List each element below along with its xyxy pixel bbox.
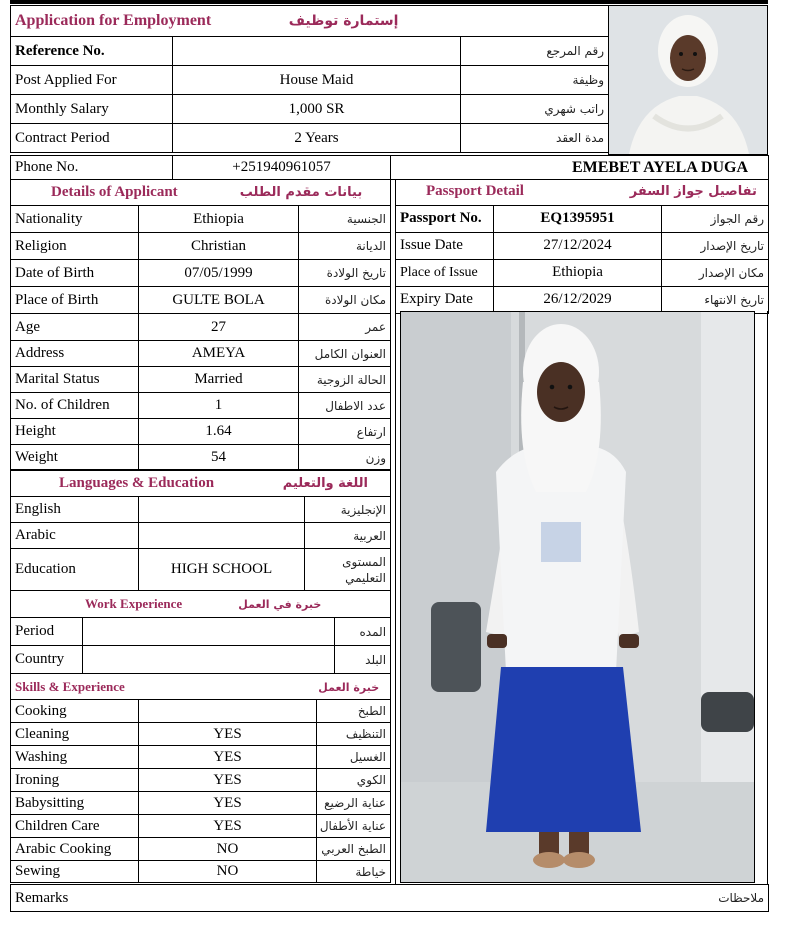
language-label-ar: المستوى التعليمي xyxy=(305,549,391,591)
skill-value: YES xyxy=(139,723,317,746)
work-label: Country xyxy=(11,646,83,674)
work-heading xyxy=(11,591,391,618)
field-value: AMEYA xyxy=(139,341,299,367)
skill-label: Babysitting xyxy=(11,792,139,815)
work-value xyxy=(83,618,335,646)
field-label-ar: الديانة xyxy=(299,233,391,260)
language-value xyxy=(139,523,305,549)
skill-label-ar: الغسيل xyxy=(317,746,391,769)
passport-row xyxy=(396,205,769,232)
field-label: Religion xyxy=(11,233,139,260)
work-label: Period xyxy=(11,618,83,646)
work-row xyxy=(11,618,391,646)
top-value: 1,000 SR xyxy=(173,95,461,124)
field-value: Ethiopia xyxy=(139,206,299,233)
field-label-ar: عمر xyxy=(299,314,391,341)
passport-label: Expiry Date xyxy=(396,286,494,313)
field-label-ar: الجنسية xyxy=(299,206,391,233)
field-label-ar: تاريخ الولادة xyxy=(299,260,391,287)
top-label: Post Applied For xyxy=(11,66,173,95)
work-heading-en: Work Experience xyxy=(85,596,183,611)
applicant-table xyxy=(10,179,391,471)
field-label: Date of Birth xyxy=(11,260,139,287)
applicant-row xyxy=(11,206,391,233)
passport-label: Issue Date xyxy=(396,232,494,259)
skill-value: YES xyxy=(139,746,317,769)
field-label-ar: وزن xyxy=(299,445,391,471)
languages-heading xyxy=(11,470,391,497)
field-label: Height xyxy=(11,419,139,445)
language-label: Arabic xyxy=(11,523,139,549)
language-row xyxy=(11,497,391,523)
top-row xyxy=(11,37,609,66)
passport-label-ar: تاريخ الانتهاء xyxy=(662,286,769,313)
skill-value: YES xyxy=(139,792,317,815)
top-row xyxy=(11,124,609,153)
phone-label: Phone No. xyxy=(11,156,173,180)
applicant-row xyxy=(11,341,391,367)
skills-heading-en: Skills & Experience xyxy=(15,678,125,694)
languages-heading-ar: اللغة والتعليم xyxy=(282,475,369,491)
field-label: Place of Birth xyxy=(11,287,139,314)
passport-heading xyxy=(396,179,769,205)
work-label-ar: البلد xyxy=(335,646,391,674)
language-row xyxy=(11,523,391,549)
skill-label: Arabic Cooking xyxy=(11,838,139,861)
skill-row xyxy=(11,723,391,746)
passport-label-ar: رقم الجواز xyxy=(662,205,769,232)
work-table xyxy=(10,590,391,674)
passport-row xyxy=(396,259,769,286)
skill-row xyxy=(11,815,391,838)
applicant-row xyxy=(11,260,391,287)
remarks-label-ar: ملاحظات xyxy=(390,885,769,912)
skill-row xyxy=(11,769,391,792)
applicant-heading-ar: بيانات مقدم الطلب xyxy=(239,185,363,200)
field-label: Address xyxy=(11,341,139,367)
headshot-photo xyxy=(608,5,768,155)
top-label-ar: راتب شهري xyxy=(461,95,609,124)
passport-heading-en: Passport Detail xyxy=(426,183,524,200)
field-value: Christian xyxy=(139,233,299,260)
languages-heading-en: Languages & Education xyxy=(59,474,215,491)
form-title-ar: إستمارة توظيف xyxy=(288,13,399,29)
applicant-name: EMEBET AYELA DUGA xyxy=(391,156,769,180)
skills-heading-ar: خبرة العمل xyxy=(318,680,380,694)
skill-value: YES xyxy=(139,769,317,792)
language-row xyxy=(11,549,391,591)
applicant-heading xyxy=(11,180,391,206)
skill-label: Children Care xyxy=(11,815,139,838)
passport-row xyxy=(396,286,769,313)
skill-label-ar: التنظيف xyxy=(317,723,391,746)
passport-heading-ar: تفاصيل جواز السفر xyxy=(629,184,757,200)
field-label: Age xyxy=(11,314,139,341)
field-label: No. of Children xyxy=(11,393,139,419)
field-value: 1 xyxy=(139,393,299,419)
skill-label-ar: عناية الأطفال xyxy=(317,815,391,838)
skill-row xyxy=(11,746,391,769)
field-label-ar: مكان الولادة xyxy=(299,287,391,314)
field-value: 27 xyxy=(139,314,299,341)
applicant-row xyxy=(11,419,391,445)
skill-label-ar: الطبخ xyxy=(317,700,391,723)
field-label-ar: العنوان الكامل xyxy=(299,341,391,367)
applicant-row xyxy=(11,445,391,471)
language-label: English xyxy=(11,497,139,523)
passport-row xyxy=(396,232,769,259)
passport-value: Ethiopia xyxy=(494,259,662,286)
skill-value: NO xyxy=(139,861,317,883)
skills-heading xyxy=(11,674,391,700)
work-label-ar: المده xyxy=(335,618,391,646)
skill-value: YES xyxy=(139,815,317,838)
top-row xyxy=(11,95,609,124)
passport-label: Place of Issue xyxy=(396,259,494,286)
photo-column-border xyxy=(395,311,768,884)
field-label-ar: الحالة الزوجية xyxy=(299,367,391,393)
header-table xyxy=(10,5,609,153)
passport-label-ar: مكان الإصدار xyxy=(662,259,769,286)
skill-label: Cleaning xyxy=(11,723,139,746)
language-label-ar: العربية xyxy=(305,523,391,549)
top-value: House Maid xyxy=(173,66,461,95)
passport-value: 26/12/2029 xyxy=(494,286,662,313)
language-label: Education xyxy=(11,549,139,591)
top-border xyxy=(10,0,768,4)
passport-table xyxy=(395,179,769,314)
work-value xyxy=(83,646,335,674)
skill-label-ar: الطبخ العربي xyxy=(317,838,391,861)
phone-name-table xyxy=(10,155,769,180)
form-title-en: Application for Employment xyxy=(15,12,212,29)
top-label: Monthly Salary xyxy=(11,95,173,124)
skill-label-ar: عناية الرضيع xyxy=(317,792,391,815)
language-label-ar: الإنجليزية xyxy=(305,497,391,523)
top-label-ar: مدة العقد xyxy=(461,124,609,153)
applicant-row xyxy=(11,367,391,393)
skill-label: Sewing xyxy=(11,861,139,883)
skill-label: Ironing xyxy=(11,769,139,792)
skill-label: Cooking xyxy=(11,700,139,723)
applicant-row xyxy=(11,287,391,314)
skill-label-ar: خياطة xyxy=(317,861,391,883)
field-label: Marital Status xyxy=(11,367,139,393)
language-value xyxy=(139,497,305,523)
top-label: Reference No. xyxy=(11,37,173,66)
top-label: Contract Period xyxy=(11,124,173,153)
field-label: Nationality xyxy=(11,206,139,233)
skill-row xyxy=(11,792,391,815)
applicant-row xyxy=(11,233,391,260)
languages-table xyxy=(10,469,391,591)
field-label: Weight xyxy=(11,445,139,471)
field-value: 1.64 xyxy=(139,419,299,445)
skill-row xyxy=(11,838,391,861)
field-value: Married xyxy=(139,367,299,393)
field-value: GULTE BOLA xyxy=(139,287,299,314)
skill-value: NO xyxy=(139,838,317,861)
field-value: 54 xyxy=(139,445,299,471)
top-row xyxy=(11,66,609,95)
top-value xyxy=(173,37,461,66)
applicant-heading-en: Details of Applicant xyxy=(51,184,178,200)
passport-value: 27/12/2024 xyxy=(494,232,662,259)
skill-value xyxy=(139,700,317,723)
form-title xyxy=(11,6,609,37)
top-label-ar: رقم المرجع xyxy=(461,37,609,66)
remarks-table xyxy=(10,884,769,912)
field-value: 07/05/1999 xyxy=(139,260,299,287)
field-label-ar: ارتفاع xyxy=(299,419,391,445)
top-label-ar: وظيفة xyxy=(461,66,609,95)
applicant-row xyxy=(11,393,391,419)
work-row xyxy=(11,646,391,674)
language-value: HIGH SCHOOL xyxy=(139,549,305,591)
work-heading-ar: خبرة في العمل xyxy=(238,598,322,611)
skill-row xyxy=(11,861,391,883)
passport-value: EQ1395951 xyxy=(494,205,662,232)
skill-row xyxy=(11,700,391,723)
applicant-row xyxy=(11,314,391,341)
passport-label-ar: تاريخ الإصدار xyxy=(662,232,769,259)
top-value: 2 Years xyxy=(173,124,461,153)
phone-value: +251940961057 xyxy=(173,156,391,180)
field-label-ar: عدد الاطفال xyxy=(299,393,391,419)
skill-label-ar: الكوي xyxy=(317,769,391,792)
skills-table xyxy=(10,673,391,883)
remarks-label: Remarks xyxy=(11,885,390,912)
skill-label: Washing xyxy=(11,746,139,769)
passport-label: Passport No. xyxy=(396,205,494,232)
